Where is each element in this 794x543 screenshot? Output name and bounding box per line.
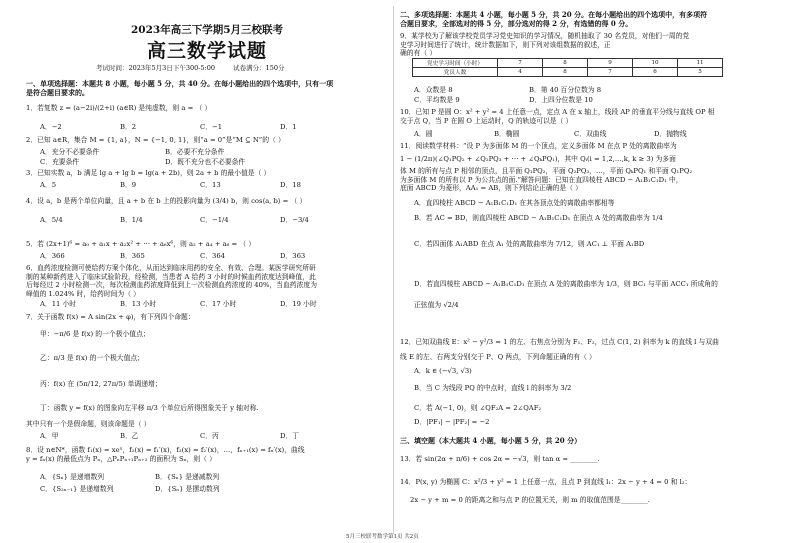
question-4: 4．设 a，b 是两个单位向量，且 a + b 在 b 上的投影向量为 (3/4) b，则 cos⟨a, b⟩ = （ ） — [26, 197, 307, 205]
question-11-option-a: A．直四棱柱 ABCD − A₁B₁C₁D₁ 在其各顶点处的离散曲率都相等 — [414, 199, 615, 207]
question-2: 2．已知 a∈R，集合 M = {1, a}，N = {−1, 0, 1}，则“a = 0”是“M ⊆ N”的（ ） — [26, 136, 285, 144]
section-2-heading: 二、多项选择题：本题共 4 小题，每小题 5 分，共 20 分。在每小题给出的四个选项中，有多项符 合题目要求，全部选对的得 5 分，部分选对的得 2 分，有选错的得 0 分。 — [400, 10, 708, 28]
page-title: 高三数学试题 — [146, 40, 267, 62]
question-7-statement-a: 甲：−π/6 是 f(x) 的一个极小值点； — [40, 330, 150, 338]
question-13: 13．若 sin(2α + π/6) + cos 2α = −√3，则 tan α = ________. — [400, 455, 600, 463]
page-footer: 5月三校联考数学第1页 共2页 — [346, 534, 419, 540]
question-10: 10．已知 P 是圆 O：x² + y² = 4 上任意一点，定点 A 在 x 轴上，线段 AP 的垂直平分线与直线 OP 相 交于点 Q，当 P 在圆 O 上运动时，Q 的轨迹可以是（ ） — [400, 108, 715, 125]
table-row: 党史学习时间（小时） 7 8 9 10 11 — [413, 59, 723, 68]
question-9-table — [412, 58, 723, 77]
question-11: 11．阅读数学材料：“设 P 为多面体 M 的一个顶点，定义多面体 M 在点 P 处的离散曲率为 1 − (1/2π)(∠Q₁PQ₂ + ∠Q₂PQ₃ + ⋯ + ∠QₖPQ₁)，其中 Qᵢ(i = 1,2,…,k, k ≥ 3) 为多面 体 M 的所有与点 P 相邻的顶点，且平面 Q₁PQ₂，平面 Q₂PQ₃，…，平面 QₖPQ₁ 和平面 Q₁PQ₂ 为多面体 M 的所有以 P 为公共点的面.”解答问题：已知在直四棱柱 ABCD − A₁B₁C₁D₁ 中， 底面 ABCD 为菱形，AA₁ = AB，则下列结论正确的是（ ） — [400, 142, 693, 192]
question-9: 9．某学校为了解该学校党员学习党史知识的学习情况，随机抽取了 30 名党员，对他们一周的党 史学习时间进行了统计，统计数据如下，则下列对该组数据的叙述，正 确的有（ ） — [400, 32, 690, 57]
question-8-options-row1: A．{Sₙ} 是递增数列 B．{Sₙ} 是递减数列 — [40, 473, 220, 481]
question-6: 6．血药浓度检测可使给药方案个体化，从而达到临床用药的安全、有效、合理。某医学研究所研 制的某种新药进入了临床试验阶段，经检测，当患者 A 给药 3 小时的时候血药浓度达到峰值，此 后每经过 2 小时检测一次，每次检测血药浓度降低到上一次检测血药浓度的 40%，当血药浓度为 峰值的 1.024% 时，给药时间为（ ） — [26, 264, 317, 298]
question-3-options: A．5 B．9 C．13 D．18 — [40, 181, 301, 189]
exam-meta — [96, 63, 301, 72]
question-14: 14．P(x, y) 为椭圆 C：x²/3 + y² = 1 上任意一点，且点 P 到直线 l₁：2x − y + 4 = 0 和 l₂： 2x − y + m = 0 的距离之和与点 P 的位置无关，则 m 的取值范围是________. — [400, 478, 692, 504]
question-9-options-row2: C．平均数是 9 D．上四分位数是 10 — [414, 96, 593, 104]
question-12-option-a: A．k ∈ (−√3, √3) — [414, 367, 472, 375]
question-7-prompt: 其中只有一个是假命题，则该命题是（ ） — [26, 420, 151, 428]
question-11-option-c: C．若四面体 A₁ABD 在点 A₁ 处的离散曲率为 7/12，则 AC₁ ⊥ 平面 A₁BD — [414, 240, 645, 248]
question-9-options-row1: A．众数是 8 B．第 40 百分位数为 8 — [414, 86, 602, 94]
question-6-options: A．11 小时 B．13 小时 C．17 小时 D．19 小时 — [40, 300, 317, 308]
question-2-options-row1: A．充分不必要条件 B．必要不充分条件 — [40, 148, 225, 156]
question-12-option-b: B．当 C 为线段 PQ 的中点时，直线 l 的斜率为 3/2 — [414, 384, 572, 392]
question-11-option-b: B．若 AC = BD，则直四棱柱 ABCD − A₁B₁C₁D₁ 在顶点 A 处的离散曲率为 1/4 — [414, 214, 663, 222]
question-3: 3．已知实数 a，b 满足 lg a + lg b = lg(a + 2b)，则 2a + b 的最小值是（ ） — [26, 169, 271, 177]
exam-score: 试卷满分：150分 — [233, 64, 285, 72]
exam-time: 考试时间：2023年5月3日下午300-5:00 — [96, 64, 216, 72]
column-divider — [393, 6, 394, 534]
question-2-options-row2: C．充要条件 D．既不充分也不必要条件 — [40, 158, 246, 166]
question-8-options-row2: C．{S₂ₙ₋₁} 是递增数列 D．{Sₙ} 是摆动数列 — [40, 485, 220, 493]
question-7-options: A．甲 B．乙 C．丙 D．丁 — [40, 432, 300, 440]
question-7-statement-c: 丙：f(x) 在 (5π/12, 27π/5) 单调递增； — [40, 380, 162, 388]
question-7-statement-d: 丁：函数 y = f(x) 的图象向左平移 π/3 个单位后所得图象关于 y 轴对称. — [40, 404, 259, 412]
question-12-option-d: D．|PF₁| − |PF₂| = −2 — [414, 418, 490, 426]
question-11-option-d: D．若直四棱柱 ABCD − A₁B₁C₁D₁ 在顶点 A 处的离散曲率为 1/3，则 BC₁ 与平面 ACC₁ 所成角的 正弦值为 √2/4 — [414, 280, 718, 309]
section-3-heading: 三、填空题（本大题共 4 小题，每小题 5 分，共 20 分） — [400, 436, 582, 445]
question-7-statement-b: 乙：π/3 是 f(x) 的一个极大值点； — [40, 354, 144, 362]
question-5: 5．若 (2x+1)⁶ = a₀ + a₁x + a₂x² + ⋯ + a₆x⁶，则 a₂ + a₄ + a₆ = （ ） — [26, 240, 256, 248]
question-1-options: A．−2 B．2 C．−1 D．1 — [40, 123, 297, 131]
question-8: 8．设 n∈N*，函数 f₁(x) = xeˣ，f₂(x) = f₁′(x)，f₃(x) = f₂′(x)，…，fₙ₊₁(x) = fₙ′(x)，曲线 y = fₙ(x) 的最低点为 Pₙ，△PₙPₙ₊₁Pₙ₊₂ 的面积为 Sₙ，则（ ） — [26, 446, 305, 463]
question-7: 7．关于函数 f(x) = A sin(2x + φ)，有下列四个命题： — [26, 313, 195, 321]
question-1: 1．若复数 z = (a−2i)/(2+i) (a∈R) 是纯虚数，则 a = （ ） — [26, 104, 212, 112]
exam-line: 2023年高三下学期5月三校联考 — [130, 24, 284, 36]
question-12-option-c: C．若 A(−1, 0)，则 ∠QF₂A = 2∠QAF₂ — [414, 404, 542, 412]
question-5-options: A．366 B．365 C．364 D．363 — [40, 252, 306, 260]
question-4-options: A．5/4 B．1/4 C．−1/4 D．−3/4 — [40, 216, 309, 224]
question-10-options: A．圆 B．椭圆 C．双曲线 D．抛物线 — [414, 130, 687, 138]
question-12: 12．已知双曲线 E：x² − y²/3 = 1 的左、右焦点分别为 F₁、F₂，过点 C(1, 2) 斜率为 k 的直线 l 与双曲 线 E 的左、右两支分别交于 P、Q 两点，下列命题正确的有（ ） — [400, 338, 719, 361]
table-row: 党员人数 4 8 7 6 5 — [413, 68, 723, 77]
section-1-heading: 一、单项选择题：本题共 8 小题，每小题 5 分，共 40 分。在每小题给出的四个选项中，只有一项 是符合题目要求的。 — [26, 79, 334, 97]
